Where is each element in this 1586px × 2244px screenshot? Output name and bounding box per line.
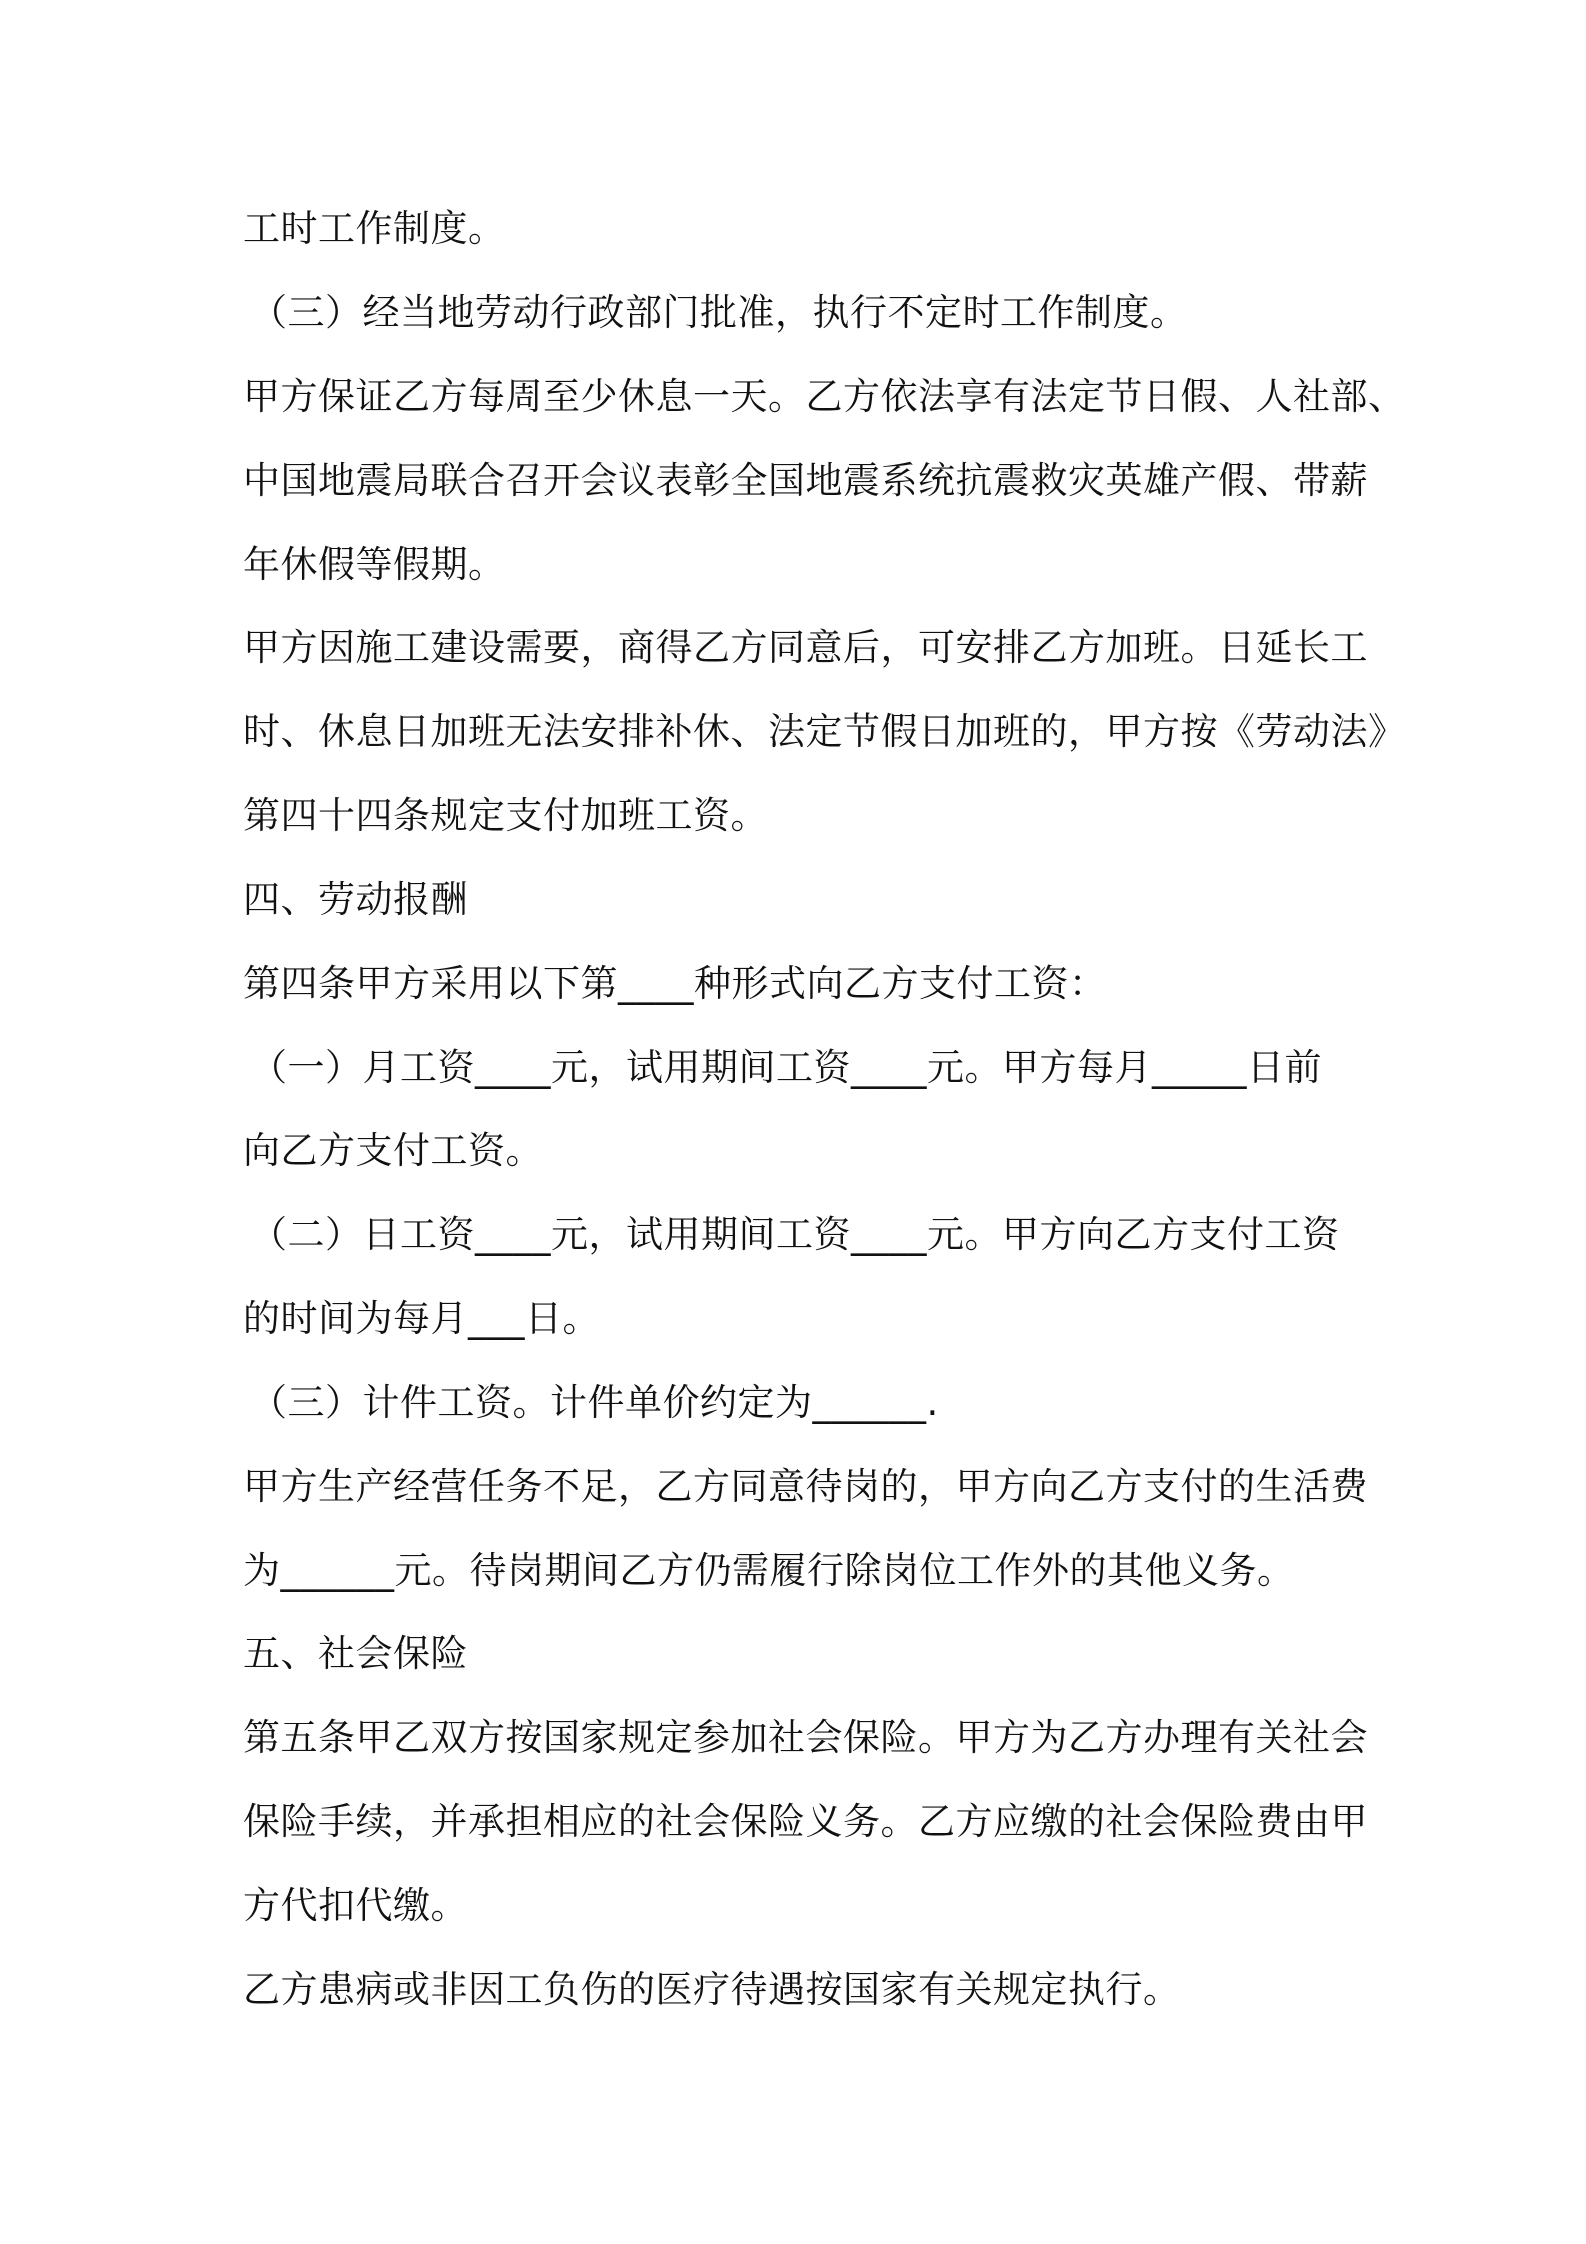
text-line: 的时间为每月___日。 bbox=[243, 1297, 600, 1340]
text-line: 保险手续，并承担相应的社会保险义务。乙方应缴的社会保险费由甲 bbox=[243, 1800, 1368, 1843]
text-line: （二）日工资____元，试用期间工资____元。甲方向乙方支付工资 bbox=[250, 1213, 1340, 1256]
text-line: 年休假等假期。 bbox=[243, 543, 506, 586]
text-line: 第五条甲乙双方按国家规定参加社会保险。甲方为乙方办理有关社会 bbox=[243, 1716, 1368, 1759]
text-line: （一）月工资____元，试用期间工资____元。甲方每月_____日前 bbox=[250, 1046, 1322, 1089]
text-line: 方代扣代缴。 bbox=[243, 1884, 468, 1927]
text-line: 甲方因施工建设需要，商得乙方同意后，可安排乙方加班。日延长工 bbox=[243, 626, 1368, 669]
text-line: （三）经当地劳动行政部门批准，执行不定时工作制度。 bbox=[250, 291, 1188, 334]
text-line: 乙方患病或非因工负伤的医疗待遇按国家有关规定执行。 bbox=[243, 1968, 1181, 2011]
text-line: 甲方保证乙方每周至少休息一天。乙方依法享有法定节日假、人社部、 bbox=[243, 375, 1406, 418]
text-line: 甲方生产经营任务不足，乙方同意待岗的，甲方向乙方支付的生活费 bbox=[243, 1465, 1368, 1508]
text-line: 时、休息日加班无法安排补休、法定节假日加班的，甲方按《劳动法》 bbox=[243, 710, 1406, 753]
text-line: 工时工作制度。 bbox=[243, 207, 506, 250]
text-line: 向乙方支付工资。 bbox=[243, 1129, 543, 1172]
text-line: 第四条甲方采用以下第____种形式向乙方支付工资： bbox=[243, 962, 1107, 1005]
text-line: 为______元。待岗期间乙方仍需履行除岗位工作外的其他义务。 bbox=[243, 1549, 1295, 1592]
text-line: 第四十四条规定支付加班工资。 bbox=[243, 794, 768, 837]
section-heading: 四、劳动报酬 bbox=[243, 878, 468, 921]
text-line: （三）计件工资。计件单价约定为______. bbox=[250, 1381, 939, 1424]
text-line: 中国地震局联合召开会议表彰全国地震系统抗震救灾英雄产假、带薪 bbox=[243, 459, 1368, 502]
section-heading: 五、社会保险 bbox=[243, 1632, 468, 1675]
